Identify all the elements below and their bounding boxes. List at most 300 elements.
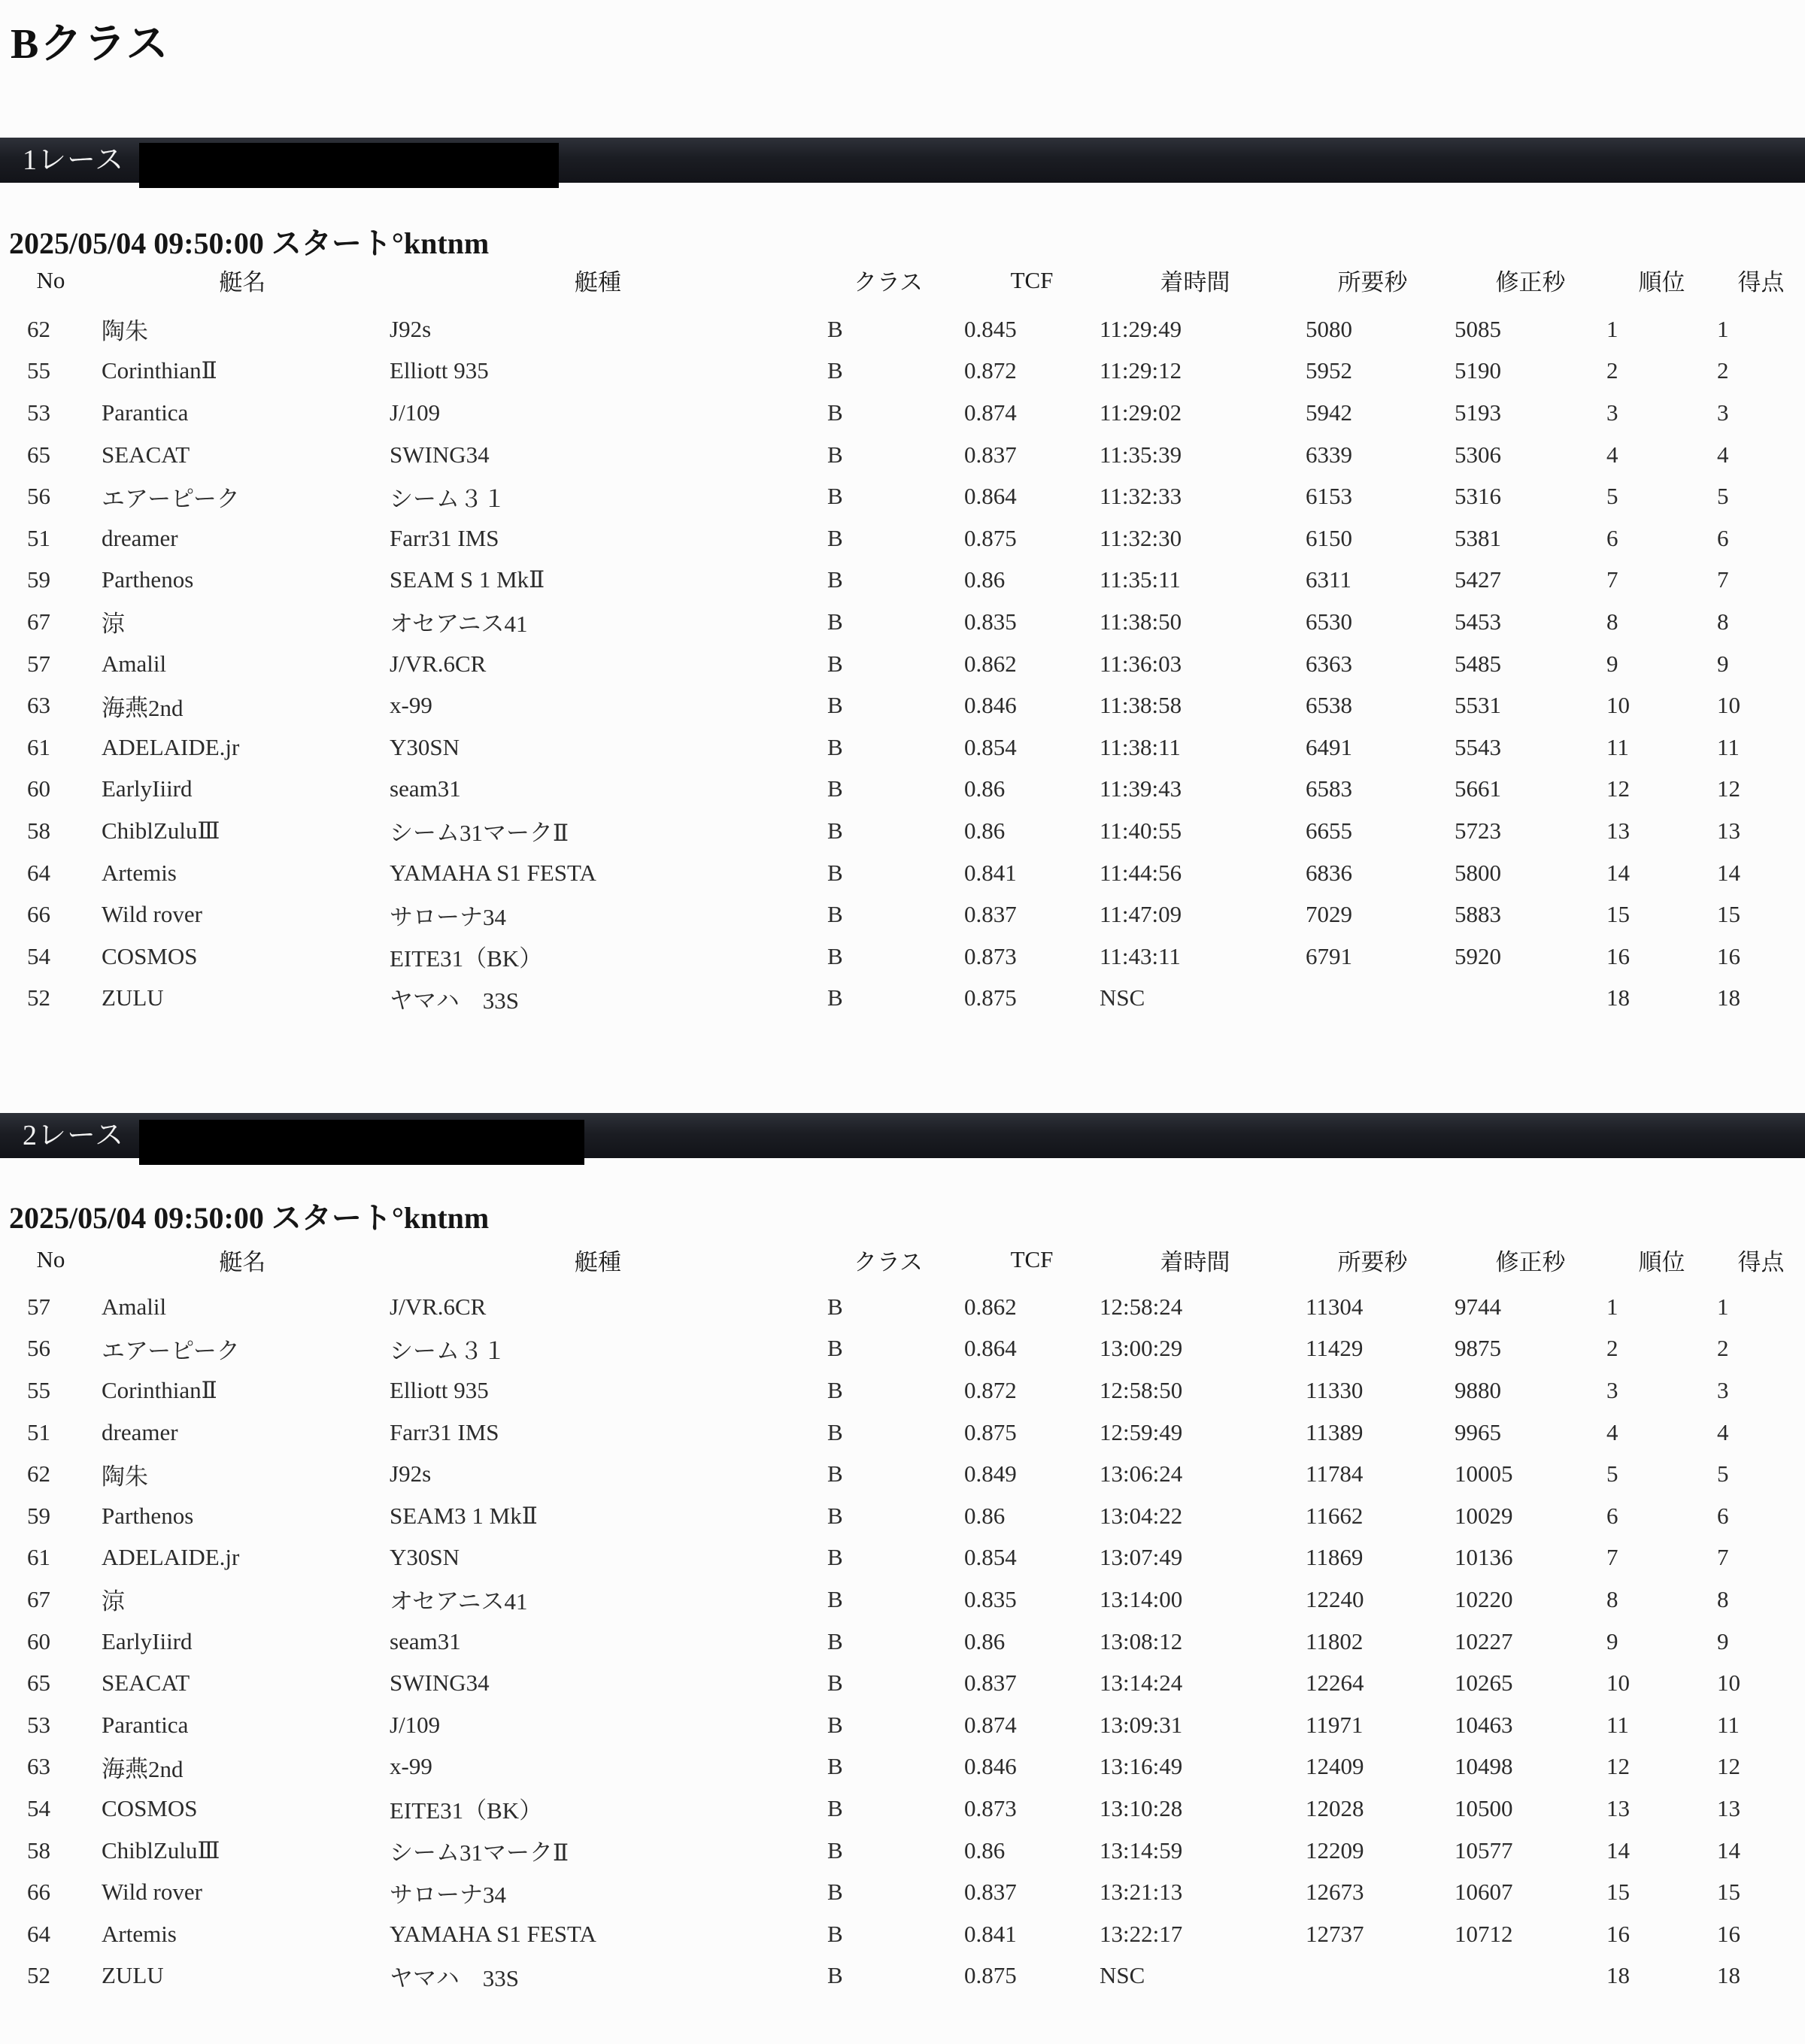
cell-boat-type: seam31 (390, 775, 461, 802)
cell-finish-time: 11:32:33 (1100, 483, 1182, 510)
cell-corrected-seconds: 5381 (1455, 524, 1501, 551)
cell-boat-type: シーム31マークⅡ (390, 820, 569, 847)
cell-boat-name: Parthenos (102, 1502, 194, 1529)
table-row (0, 1788, 1805, 1830)
cell-elapsed-seconds: 11429 (1306, 1335, 1364, 1362)
cell-boat-name: SEACAT (102, 1669, 190, 1697)
cell-rank: 14 (1606, 1836, 1630, 1864)
cell-rank: 16 (1606, 942, 1630, 969)
cell-points: 9 (1717, 1627, 1729, 1654)
race1-header-bar (0, 138, 1805, 183)
table-row (0, 1286, 1805, 1328)
race1-redaction-box (139, 143, 559, 188)
race1-bar-label: 1レース (23, 144, 125, 176)
cell-points: 3 (1717, 399, 1729, 426)
cell-no: 59 (27, 566, 50, 593)
cell-corrected-seconds: 10136 (1455, 1544, 1513, 1571)
cell-corrected-seconds: 9875 (1455, 1335, 1501, 1362)
cell-boat-type: SWING34 (390, 1669, 490, 1697)
table-row (0, 1871, 1805, 1913)
cell-finish-time: 11:39:43 (1100, 775, 1182, 802)
cell-no: 53 (27, 1711, 50, 1738)
cell-corrected-seconds (1455, 1955, 1606, 1997)
cell-rank: 1 (1606, 1293, 1618, 1320)
cell-points: 4 (1717, 441, 1729, 468)
cell-finish-time: 12:59:49 (1100, 1418, 1183, 1445)
race1-start-line: 2025/05/04 09:50:00 スタート°kntnm (9, 226, 490, 260)
cell-corrected-seconds: 5531 (1455, 692, 1501, 719)
cell-boat-type: Y30SN (390, 1544, 460, 1571)
cell-boat-type: Farr31 IMS (390, 1418, 499, 1445)
cell-rank: 7 (1606, 1544, 1618, 1571)
cell-class: B (827, 1879, 843, 1906)
cell-boat-name: ChiblZuluⅢ (102, 817, 220, 844)
cell-corrected-seconds: 10500 (1455, 1794, 1513, 1821)
cell-class: B (827, 441, 843, 468)
cell-tcf: 0.86 (964, 566, 1006, 593)
cell-finish-time: 11:38:58 (1100, 692, 1182, 719)
cell-points: 5 (1717, 1460, 1729, 1488)
table-row (0, 475, 1805, 517)
cell-tcf: 0.875 (964, 1962, 1017, 1989)
cell-finish-time: 13:09:31 (1100, 1711, 1183, 1738)
cell-corrected-seconds: 5306 (1455, 441, 1501, 468)
cell-tcf: 0.86 (964, 1627, 1006, 1654)
cell-points: 6 (1717, 1502, 1729, 1529)
cell-elapsed-seconds: 12737 (1306, 1920, 1364, 1947)
cell-rank: 6 (1606, 524, 1618, 551)
cell-boat-name: ADELAIDE.jr (102, 1544, 240, 1571)
cell-class: B (827, 1794, 843, 1821)
race2-table-header (0, 1233, 1805, 1286)
cell-class: B (827, 608, 843, 635)
column-header-rank: 順位 (1638, 1248, 1685, 1275)
table-row (0, 643, 1805, 685)
cell-no: 63 (27, 692, 50, 719)
cell-points: 3 (1717, 1376, 1729, 1403)
cell-boat-type: ヤマハ 33S (390, 1964, 519, 1991)
race2-table-body (0, 1286, 1805, 1997)
table-row (0, 517, 1805, 560)
cell-elapsed-seconds: 6655 (1306, 817, 1352, 844)
cell-points: 8 (1717, 608, 1729, 635)
cell-corrected-seconds: 10712 (1455, 1920, 1513, 1947)
cell-boat-name: 海燕2nd (102, 1755, 184, 1782)
table-row (0, 601, 1805, 643)
cell-rank: 1 (1606, 315, 1618, 342)
cell-boat-type: オセアニス41 (390, 1588, 528, 1615)
cell-class: B (827, 984, 843, 1011)
table-row (0, 1495, 1805, 1537)
cell-elapsed-seconds: 6339 (1306, 441, 1352, 468)
cell-boat-type: J/109 (390, 1711, 441, 1738)
table-row (0, 769, 1805, 811)
table-row (0, 1578, 1805, 1621)
cell-tcf: 0.837 (964, 1669, 1017, 1697)
cell-no: 66 (27, 1879, 50, 1906)
cell-class: B (827, 1711, 843, 1738)
cell-corrected-seconds: 5883 (1455, 901, 1501, 928)
race2-bar-label: 2レース (23, 1120, 125, 1151)
cell-no: 55 (27, 1376, 50, 1403)
cell-class: B (827, 733, 843, 760)
cell-no: 67 (27, 1585, 50, 1612)
cell-rank: 5 (1606, 483, 1618, 510)
cell-rank: 14 (1606, 859, 1630, 886)
cell-no: 64 (27, 1920, 50, 1947)
cell-rank: 3 (1606, 399, 1618, 426)
cell-finish-time: NSC (1100, 1962, 1145, 1989)
race2-header-bar (0, 1113, 1805, 1158)
cell-corrected-seconds: 10607 (1455, 1879, 1513, 1906)
cell-corrected-seconds: 9744 (1455, 1293, 1501, 1320)
cell-points: 2 (1717, 1335, 1729, 1362)
cell-tcf: 0.874 (964, 1711, 1017, 1738)
cell-class: B (827, 1920, 843, 1947)
cell-finish-time: 11:32:30 (1100, 524, 1182, 551)
cell-points: 10 (1717, 692, 1740, 719)
table-row (0, 1913, 1805, 1955)
cell-elapsed-seconds: 12673 (1306, 1879, 1364, 1906)
cell-no: 59 (27, 1502, 50, 1529)
cell-points: 14 (1717, 859, 1740, 886)
cell-tcf: 0.835 (964, 1585, 1017, 1612)
cell-elapsed-seconds: 6363 (1306, 650, 1352, 677)
cell-rank: 2 (1606, 1335, 1618, 1362)
cell-class: B (827, 1836, 843, 1864)
cell-tcf: 0.873 (964, 942, 1017, 969)
cell-tcf: 0.874 (964, 399, 1017, 426)
column-header-boat-name: 艇名 (219, 1248, 266, 1275)
cell-boat-name: EarlyIiird (102, 1627, 193, 1654)
cell-elapsed-seconds: 5942 (1306, 399, 1352, 426)
cell-elapsed-seconds: 12240 (1306, 1585, 1364, 1612)
page-title: Bクラス (11, 21, 170, 68)
cell-tcf: 0.837 (964, 1879, 1017, 1906)
cell-elapsed-seconds: 6836 (1306, 859, 1352, 886)
cell-corrected-seconds: 5427 (1455, 566, 1501, 593)
cell-boat-name: Amalil (102, 650, 167, 677)
table-row (0, 726, 1805, 769)
cell-points: 13 (1717, 1794, 1740, 1821)
cell-elapsed-seconds: 12264 (1306, 1669, 1364, 1697)
cell-corrected-seconds: 5085 (1455, 315, 1501, 342)
cell-elapsed-seconds: 11784 (1306, 1460, 1364, 1488)
cell-boat-name: ZULU (102, 984, 164, 1011)
cell-class: B (827, 692, 843, 719)
cell-boat-type: J/109 (390, 399, 441, 426)
column-header-no: No (36, 266, 65, 293)
cell-elapsed-seconds: 11330 (1306, 1376, 1364, 1403)
cell-finish-time: 11:47:09 (1100, 901, 1182, 928)
cell-points: 9 (1717, 650, 1729, 677)
cell-points: 10 (1717, 1669, 1740, 1697)
cell-elapsed-seconds: 5080 (1306, 315, 1352, 342)
cell-corrected-seconds: 5316 (1455, 483, 1501, 510)
cell-rank: 6 (1606, 1502, 1618, 1529)
cell-boat-type: Elliott 935 (390, 357, 489, 384)
cell-boat-type: YAMAHA S1 FESTA (390, 859, 596, 886)
cell-finish-time: 11:29:49 (1100, 315, 1182, 342)
cell-rank: 16 (1606, 1920, 1630, 1947)
cell-tcf: 0.846 (964, 692, 1017, 719)
cell-rank: 11 (1606, 733, 1629, 760)
cell-rank: 9 (1606, 1627, 1618, 1654)
cell-rank: 18 (1606, 1962, 1630, 1989)
cell-no: 63 (27, 1753, 50, 1780)
cell-points: 15 (1717, 1879, 1740, 1906)
cell-elapsed-seconds: 11304 (1306, 1293, 1364, 1320)
cell-points: 6 (1717, 524, 1729, 551)
cell-no: 58 (27, 1836, 50, 1864)
cell-boat-type: SEAM S 1 MkⅡ (390, 566, 545, 593)
cell-finish-time: 11:29:02 (1100, 399, 1182, 426)
cell-boat-name: Amalil (102, 1293, 167, 1320)
table-row (0, 434, 1805, 476)
cell-boat-name: Parantica (102, 1711, 189, 1738)
column-header-elapsed-seconds: 所要秒 (1337, 269, 1408, 296)
cell-finish-time: NSC (1100, 984, 1145, 1011)
cell-no: 57 (27, 1293, 50, 1320)
cell-boat-name: COSMOS (102, 1794, 198, 1821)
cell-rank: 7 (1606, 566, 1618, 593)
cell-tcf: 0.875 (964, 1418, 1017, 1445)
cell-tcf: 0.837 (964, 901, 1017, 928)
cell-boat-name: CorinthianⅡ (102, 1376, 217, 1403)
column-header-corrected-seconds: 修正秒 (1495, 1248, 1566, 1275)
cell-points: 1 (1717, 1293, 1729, 1320)
cell-class: B (827, 901, 843, 928)
cell-no: 62 (27, 315, 50, 342)
cell-boat-name: 陶朱 (102, 1463, 148, 1490)
cell-corrected-seconds: 9965 (1455, 1418, 1501, 1445)
race1-table-header (0, 252, 1805, 308)
cell-no: 65 (27, 1669, 50, 1697)
cell-no: 61 (27, 1544, 50, 1571)
column-header-no: No (36, 1246, 65, 1272)
table-row (0, 936, 1805, 978)
cell-rank: 12 (1606, 775, 1630, 802)
cell-no: 66 (27, 901, 50, 928)
cell-tcf: 0.864 (964, 1335, 1017, 1362)
cell-finish-time: 13:21:13 (1100, 1879, 1183, 1906)
cell-no: 60 (27, 775, 50, 802)
cell-elapsed-seconds (1291, 1955, 1455, 1997)
cell-class: B (827, 524, 843, 551)
cell-elapsed-seconds: 7029 (1306, 901, 1352, 928)
cell-no: 53 (27, 399, 50, 426)
cell-boat-name: 陶朱 (102, 318, 148, 345)
cell-corrected-seconds: 5190 (1455, 357, 1501, 384)
cell-class: B (827, 1669, 843, 1697)
cell-class: B (827, 399, 843, 426)
cell-boat-type: SWING34 (390, 441, 490, 468)
table-row (0, 1704, 1805, 1746)
cell-finish-time: 11:35:39 (1100, 441, 1182, 468)
cell-boat-type: Y30SN (390, 733, 460, 760)
table-row (0, 1621, 1805, 1663)
cell-points: 16 (1717, 942, 1740, 969)
cell-points: 7 (1717, 1544, 1729, 1571)
cell-boat-type: Farr31 IMS (390, 524, 499, 551)
column-header-boat-type: 艇種 (575, 269, 621, 296)
cell-boat-type: オセアニス41 (390, 611, 528, 638)
cell-points: 16 (1717, 1920, 1740, 1947)
cell-tcf: 0.835 (964, 608, 1017, 635)
cell-class: B (827, 315, 843, 342)
cell-boat-name: Wild rover (102, 1879, 202, 1906)
cell-tcf: 0.841 (964, 859, 1017, 886)
table-row (0, 978, 1805, 1020)
cell-boat-type: J92s (390, 315, 432, 342)
cell-no: 67 (27, 608, 50, 635)
cell-class: B (827, 859, 843, 886)
column-header-tcf: TCF (1010, 1246, 1054, 1272)
cell-no: 64 (27, 859, 50, 886)
cell-boat-type: EITE31（BK） (390, 1797, 543, 1824)
cell-finish-time: 11:36:03 (1100, 650, 1182, 677)
cell-finish-time: 13:06:24 (1100, 1460, 1183, 1488)
cell-tcf: 0.875 (964, 524, 1017, 551)
cell-corrected-seconds: 10463 (1455, 1711, 1513, 1738)
cell-class: B (827, 1418, 843, 1445)
cell-rank: 10 (1606, 692, 1630, 719)
column-header-finish-time: 着時間 (1160, 269, 1230, 296)
cell-finish-time: 13:14:00 (1100, 1585, 1183, 1612)
cell-elapsed-seconds: 6583 (1306, 775, 1352, 802)
cell-corrected-seconds: 10005 (1455, 1460, 1513, 1488)
cell-boat-name: Parantica (102, 399, 189, 426)
cell-no: 58 (27, 817, 50, 844)
cell-corrected-seconds: 5920 (1455, 942, 1501, 969)
cell-corrected-seconds (1455, 978, 1606, 1020)
cell-boat-name: dreamer (102, 1418, 178, 1445)
cell-no: 51 (27, 1418, 50, 1445)
table-row (0, 852, 1805, 894)
cell-boat-type: シーム３１ (390, 485, 506, 512)
cell-elapsed-seconds: 12028 (1306, 1794, 1364, 1821)
cell-tcf: 0.854 (964, 1544, 1017, 1571)
cell-elapsed-seconds: 6530 (1306, 608, 1352, 635)
cell-points: 11 (1717, 1711, 1740, 1738)
table-row (0, 1328, 1805, 1370)
cell-finish-time: 11:35:11 (1100, 566, 1181, 593)
table-row (0, 684, 1805, 726)
column-header-tcf: TCF (1010, 266, 1054, 293)
cell-no: 56 (27, 1335, 50, 1362)
cell-rank: 8 (1606, 608, 1618, 635)
cell-corrected-seconds: 9880 (1455, 1376, 1501, 1403)
cell-finish-time: 13:14:59 (1100, 1836, 1183, 1864)
cell-class: B (827, 1627, 843, 1654)
cell-class: B (827, 1376, 843, 1403)
cell-elapsed-seconds (1291, 978, 1455, 1020)
cell-tcf: 0.841 (964, 1920, 1017, 1947)
cell-rank: 12 (1606, 1753, 1630, 1780)
cell-no: 65 (27, 441, 50, 468)
cell-elapsed-seconds: 11662 (1306, 1502, 1364, 1529)
cell-rank: 4 (1606, 441, 1618, 468)
cell-boat-name: ChiblZuluⅢ (102, 1836, 220, 1864)
cell-rank: 15 (1606, 901, 1630, 928)
cell-elapsed-seconds: 6791 (1306, 942, 1352, 969)
cell-boat-name: Artemis (102, 1920, 177, 1947)
cell-boat-name: dreamer (102, 524, 178, 551)
cell-points: 4 (1717, 1418, 1729, 1445)
cell-boat-name: エアーピーク (102, 485, 240, 512)
cell-no: 56 (27, 483, 50, 510)
table-row (0, 810, 1805, 852)
cell-elapsed-seconds: 6491 (1306, 733, 1352, 760)
cell-boat-type: seam31 (390, 1627, 461, 1654)
cell-tcf: 0.862 (964, 1293, 1017, 1320)
cell-boat-type: シーム31マークⅡ (390, 1839, 569, 1867)
table-row (0, 1369, 1805, 1412)
cell-tcf: 0.86 (964, 775, 1006, 802)
table-row (0, 560, 1805, 602)
cell-tcf: 0.846 (964, 1753, 1017, 1780)
cell-rank: 13 (1606, 1794, 1630, 1821)
cell-tcf: 0.854 (964, 733, 1017, 760)
cell-corrected-seconds: 5661 (1455, 775, 1501, 802)
column-header-corrected-seconds: 修正秒 (1495, 269, 1566, 296)
cell-corrected-seconds: 10220 (1455, 1585, 1513, 1612)
cell-rank: 11 (1606, 1711, 1629, 1738)
cell-finish-time: 11:38:11 (1100, 733, 1181, 760)
cell-finish-time: 13:22:17 (1100, 1920, 1183, 1947)
cell-points: 18 (1717, 1962, 1740, 1989)
cell-boat-type: J/VR.6CR (390, 1293, 487, 1320)
cell-corrected-seconds: 5800 (1455, 859, 1501, 886)
cell-class: B (827, 1962, 843, 1989)
cell-tcf: 0.86 (964, 817, 1006, 844)
cell-class: B (827, 566, 843, 593)
cell-boat-type: サローナ34 (390, 1881, 506, 1908)
cell-tcf: 0.849 (964, 1460, 1017, 1488)
cell-boat-name: ZULU (102, 1962, 164, 1989)
cell-rank: 3 (1606, 1376, 1618, 1403)
cell-finish-time: 13:16:49 (1100, 1753, 1183, 1780)
cell-rank: 8 (1606, 1585, 1618, 1612)
race2-results-table (0, 1233, 1805, 1997)
cell-finish-time: 13:00:29 (1100, 1335, 1183, 1362)
cell-no: 61 (27, 733, 50, 760)
cell-class: B (827, 1753, 843, 1780)
table-row (0, 1746, 1805, 1788)
column-header-rank: 順位 (1638, 269, 1685, 296)
cell-boat-type: ヤマハ 33S (390, 987, 519, 1014)
cell-no: 52 (27, 984, 50, 1011)
table-row (0, 392, 1805, 434)
cell-finish-time: 11:40:55 (1100, 817, 1182, 844)
cell-boat-name: Parthenos (102, 566, 194, 593)
column-header-class: クラス (853, 1248, 924, 1275)
column-header-boat-name: 艇名 (219, 269, 266, 296)
cell-class: B (827, 942, 843, 969)
cell-boat-type: x-99 (390, 1753, 432, 1780)
column-header-finish-time: 着時間 (1160, 1248, 1230, 1275)
cell-tcf: 0.873 (964, 1794, 1017, 1821)
cell-corrected-seconds: 5485 (1455, 650, 1501, 677)
cell-no: 54 (27, 942, 50, 969)
cell-points: 15 (1717, 901, 1740, 928)
cell-corrected-seconds: 5193 (1455, 399, 1501, 426)
cell-boat-name: COSMOS (102, 942, 198, 969)
cell-rank: 13 (1606, 817, 1630, 844)
cell-rank: 5 (1606, 1460, 1618, 1488)
cell-elapsed-seconds: 11389 (1306, 1418, 1364, 1445)
cell-finish-time: 11:43:11 (1100, 942, 1181, 969)
